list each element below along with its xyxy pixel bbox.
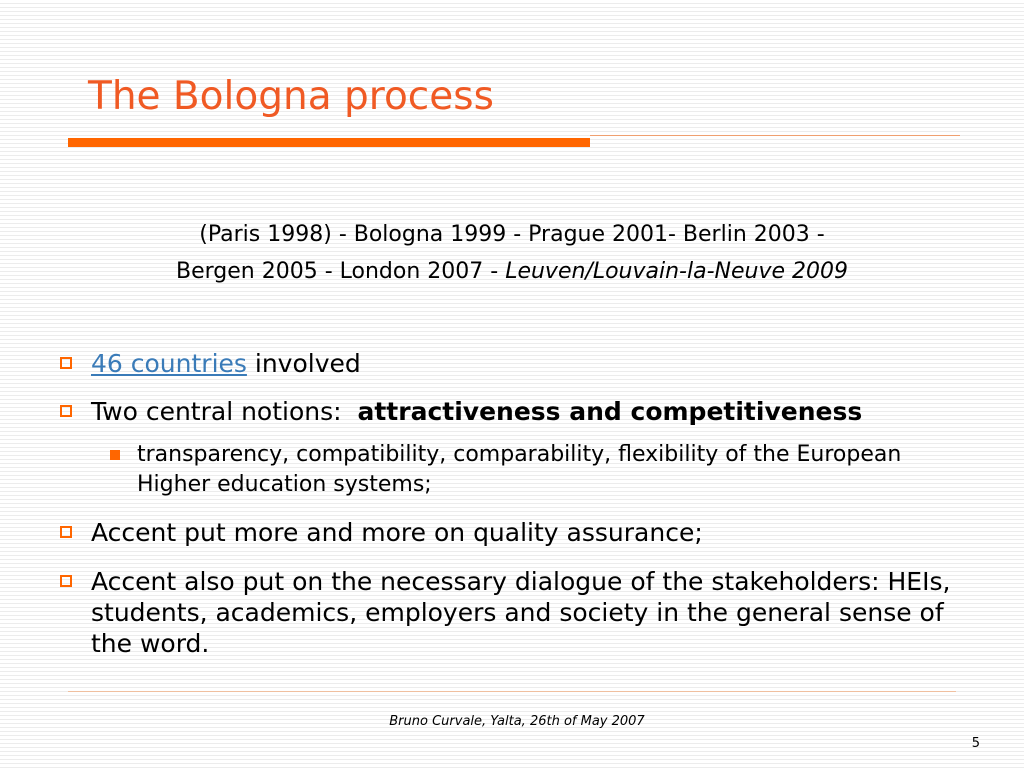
bullet-quality-assurance-text: Accent put more and more on quality assurance; xyxy=(91,518,703,547)
footer-divider xyxy=(68,691,956,692)
bullet-central-notions xyxy=(60,396,990,427)
sub-bullet-transparency-text: transparency, compatibility, comparability, flexibility of the European Higher education systems; xyxy=(137,442,902,497)
page-number: 5 xyxy=(971,736,980,751)
slide-title: The Bologna process xyxy=(88,74,494,119)
sub-bullet-transparency xyxy=(110,440,910,500)
timeline-line-1: (Paris 1998) - Bologna 1999 - Prague 2001- Berlin 2003 - xyxy=(199,222,825,247)
bullet-countries-text: involved xyxy=(254,349,361,378)
countries-link[interactable]: 46 countries xyxy=(91,349,247,378)
title-underline-bar xyxy=(68,138,590,147)
timeline-line-2-italic: Leuven/Louvain-la-Neuve 2009 xyxy=(505,259,848,284)
bullet-central-notions-text: Two central notions: xyxy=(91,397,342,426)
footer-credit: Bruno Curvale, Yalta, 26th of May 2007 xyxy=(389,714,645,729)
hollow-square-bullet-icon xyxy=(60,526,72,538)
timeline-line-2-text: Bergen 2005 - London 2007 - xyxy=(176,259,506,284)
hollow-square-bullet-icon xyxy=(60,575,72,587)
hollow-square-bullet-icon xyxy=(60,357,72,369)
hollow-square-bullet-icon xyxy=(60,405,72,417)
bullet-quality-assurance xyxy=(60,517,990,548)
filled-square-bullet-icon xyxy=(110,450,120,460)
bullet-countries xyxy=(60,348,990,379)
title-underline-rule xyxy=(590,135,960,136)
timeline-line-2 xyxy=(0,259,1024,284)
bullet-central-notions-bold: attractiveness and competitiveness xyxy=(357,397,863,426)
bullet-stakeholders-text: Accent also put on the necessary dialogue of the stakeholders: HEIs, students, academics, employers and society in the general sense of the word. xyxy=(91,567,951,658)
bullet-stakeholders xyxy=(60,566,990,659)
